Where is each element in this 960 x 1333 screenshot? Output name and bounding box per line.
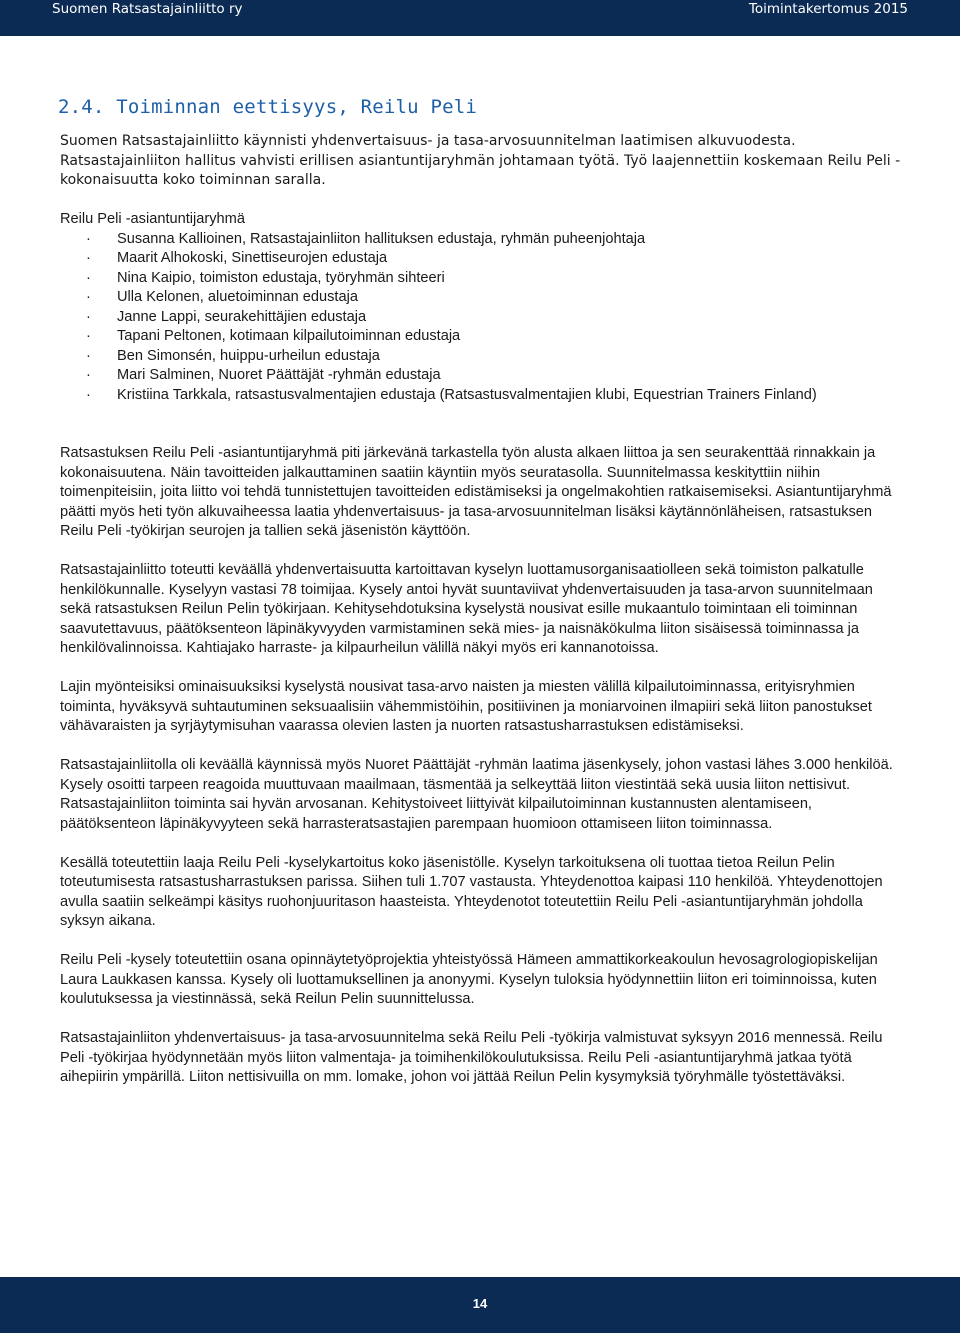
list-item bbox=[60, 327, 906, 347]
body-paragraph: Ratsastuksen Reilu Peli -asiantuntijaryhmä piti järkevänä tarkastella työn alusta alkaen liittoa ja sen seurakenttää rinnakkain ja kokonaisuutena. Näin tavoitteiden jalkauttaminen saatiin käyntiin myös seuratasolla. Suunnitelmassa keskityttiin niihin toimenpiteisiin, joita liitto voi tehdä tunnistettujen tavoitteiden edistämiseksi ja ongelmakohtien ratkaisemiseksi. Asiantuntijaryhmä päätti myös heti työn alkuvaiheessa laatia yhdenvertaisuus- ja tasa-arvosuunnitelman lisäksi käytännönläheisen, ratsastuksen Reilu Peli -työkirjan seurojen ja tallien sekä jäsenistön käyttöön. bbox=[60, 445, 892, 539]
bullet: · bbox=[86, 347, 91, 364]
bullet: · bbox=[86, 386, 91, 403]
bullet: · bbox=[86, 250, 91, 266]
group-title: Reilu Peli -asiantuntijaryhmä bbox=[60, 211, 245, 227]
list-item bbox=[60, 288, 906, 308]
bullet: · bbox=[86, 308, 91, 325]
list-item bbox=[60, 230, 906, 250]
spacer bbox=[60, 405, 906, 444]
member-text: Ulla Kelonen, aluetoiminnan edustaja bbox=[117, 289, 358, 305]
member-text: Mari Salminen, Nuoret Päättäjät -ryhmän edustaja bbox=[117, 367, 441, 383]
list-item bbox=[60, 269, 906, 289]
body-paragraph: Kesällä toteutettiin laaja Reilu Peli -kyselykartoitus koko jäsenistölle. Kyselyn tarkoituksena oli tuottaa tietoa Reilun Pelin toteutumisesta ratsastusharrastuksen parissa. Siihen tuli 1.707 vastausta. Yhteydenottoa kaipasi 110 henkilöä. Yhteydenottojen avulla saatiin selkeämpi käsitys ruohonjuuritason haasteista. Yhteydenotot toteutettiin Reilu Peli -asiantuntijaryhmän johdolla syksyn aikana. bbox=[60, 854, 883, 929]
header-document-title: Toimintakertomus 2015 bbox=[748, 1, 908, 17]
body-paragraph: Reilu Peli -kysely toteutettiin osana opinnäytetyöprojektia yhteistyössä Hämeen ammattikorkeakoulun hevosagrologiopiskelijan Laura Laukkasen kanssa. Kysely oli luottamuksellinen ja anonyymi. Kyselyn tuloksia hyödynnettiin liiton eri toiminnoissa, kuten koulutuksessa ja viestinnässä, sekä Reilun Pelin suunnittelussa. bbox=[60, 952, 878, 1007]
bullet: · bbox=[86, 367, 91, 383]
bullet: · bbox=[86, 289, 91, 305]
member-text: Maarit Alhokoski, Sinettiseurojen edustaja bbox=[117, 250, 388, 266]
member-text: Kristiina Tarkkala, ratsastusvalmentajien edustaja (Ratsastusvalmentajien klubi, Equestrian Trainers Finland) bbox=[117, 386, 817, 403]
member-text: Susanna Kallioinen, Ratsastajainliiton hallituksen edustaja, ryhmän puheenjohtaja bbox=[117, 230, 646, 247]
page-content bbox=[60, 132, 906, 1107]
body-paragraph: Ratsastajainliiton yhdenvertaisuus- ja tasa-arvosuunnitelma sekä Reilu Peli -työkirja valmistuvat syksyyn 2016 mennessä. Reilu Peli -työkirjaa hyödynnetään myös liiton valmentaja- ja toimihenkilökoulutuksissa. Reilu Peli -asiantuntijaryhmä jatkaa työtä aihepiirin ympärillä. Liiton nettisivuilla on mm. lomake, johon voi jättää Reilun Pelin kysymyksiä työryhmälle työstettäväksi. bbox=[60, 1030, 883, 1085]
body-paragraph: Ratsastajainliitolla oli keväällä käynnissä myös Nuoret Päättäjät -ryhmän laatima jäsenkysely, johon vastasi lähes 3.000 henkilöä. Kysely osoitti tarpeen reagoida muuttuvaan maailmaan, täsmentää ja selkeyttää liiton viestintää sekä uusia liiton nettisivut. Ratsastajainliiton toiminta sai hyvän arvosanan. Kehitystoiveet liittyivät kilpailutoiminnan kustannusten alentamiseen, päätöksenteon läpinäkyvyyteen sekä harrasteratsastajien parempaan huomioon ottamiseen liiton toiminnassa. bbox=[60, 757, 893, 832]
member-text: Nina Kaipio, toimiston edustaja, työryhmän sihteeri bbox=[117, 269, 445, 286]
member-text: Tapani Peltonen, kotimaan kilpailutoiminnan edustaja bbox=[117, 328, 461, 344]
header-organization: Suomen Ratsastajainliitto ry bbox=[52, 1, 243, 17]
intro-paragraph: Suomen Ratsastajainliitto käynnisti yhdenvertaisuus- ja tasa-arvosuunnitelman laatimisen alkuvuodesta. Ratsastajainliiton hallitus vahvisti erillisen asiantuntijaryhmän johtamaan työtä. Työ laajennettiin koskemaan Reilu Peli -kokonaisuutta koko toiminnan saralla. bbox=[60, 133, 901, 188]
bullet: · bbox=[86, 328, 91, 344]
body-paragraph: Lajin myönteisiksi ominaisuuksiksi kyselystä nousivat tasa-arvo naisten ja miesten välillä kilpailutoiminnassa, erityisryhmien toiminta, hyväksyvä suhtautuminen seksuaalisiin vähemmistöihin, positiivinen ja moniarvoinen ilmapiiri sekä liiton panostukset vähävaraisten ja syrjäytymisuhan vaarassa olevien lasten ja nuorten ratsastusharrastuksen edistämiseksi. bbox=[60, 679, 872, 734]
member-text: Janne Lappi, seurakehittäjien edustaja bbox=[117, 308, 367, 325]
bullet: · bbox=[86, 269, 91, 286]
page-footer bbox=[0, 1277, 960, 1333]
member-text: Ben Simonsén, huippu-urheilun edustaja bbox=[117, 347, 380, 364]
page-number: 14 bbox=[472, 1296, 488, 1311]
bullet: · bbox=[86, 230, 91, 247]
list-item bbox=[60, 366, 906, 386]
list-item bbox=[60, 347, 906, 367]
member-list bbox=[60, 230, 906, 406]
page-header bbox=[0, 0, 960, 36]
list-item bbox=[60, 386, 906, 406]
list-item bbox=[60, 249, 906, 269]
section-title: 2.4. Toiminnan eettisyys, Reilu Peli bbox=[58, 96, 478, 118]
list-item bbox=[60, 308, 906, 328]
body-paragraph: Ratsastajainliitto toteutti keväällä yhdenvertaisuutta kartoittavan kyselyn luottamusorganisaatiolleen sekä toimiston palkatulle henkilökunnalle. Kyselyyn vastasi 78 toimijaa. Kysely antoi hyvät suuntaviivat yhdenvertaisuuden ja tasa-arvon suunnitelmaan sekä ratsastuksen Reilun Pelin työkirjaan. Kehitysehdotuksina kyselystä nousivat esille mukaantulo toimintaan eli toiminnan saavutettavuus, päätöksenteon läpinäkyvyyden varmistaminen sekä mies- ja naisnäkökulma liiton sisäisessä toiminnassa ja henkilövalinnoissa. Kahtiajako harraste- ja kilpaurheilun välillä näkyi myös eri kannanotoissa. bbox=[60, 562, 873, 656]
